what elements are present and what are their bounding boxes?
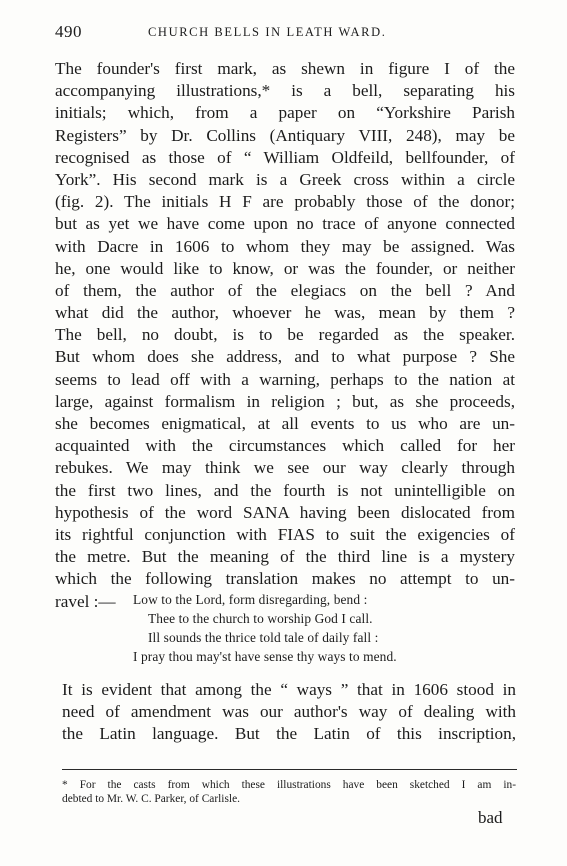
catchword: bad (478, 808, 503, 827)
verse-line: Ill sounds the thrice told tale of daily fall : (148, 630, 379, 645)
text-line: need of amendment was our author's way of dealing with (62, 702, 516, 722)
running-head: CHURCH BELLS IN LEATH WARD. (148, 25, 387, 39)
text-line: Registers” by Dr. Collins (Antiquary VIII, 248), may be (55, 125, 515, 145)
text-line: initials; which, from a paper on “Yorkshire Parish (55, 103, 515, 123)
footnote-line: debted to Mr. W. C. Parker, of Carlisle. (62, 793, 240, 805)
text-line: (fig. 2). The initials H F are probably those of the donor; (55, 192, 515, 212)
text-line: the Latin language. But the Latin of this inscription, (62, 724, 516, 744)
text-line: large, against formalism in religion ; but, as she proceeds, (55, 391, 515, 411)
text-line: seems to lead off with a warning, perhaps to the nation at (55, 369, 515, 389)
verse-line: Low to the Lord, form disregarding, bend : (133, 592, 368, 607)
paragraph-continued (62, 679, 516, 746)
page-number: 490 (55, 22, 82, 41)
text-line: rebukes. We may think we see our way clearly through (55, 458, 515, 478)
paragraph-main (55, 58, 515, 613)
text-line: The bell, no doubt, is to be regarded as the speaker. (55, 325, 515, 345)
text-line: she becomes enigmatical, at all events to us who are un- (55, 414, 515, 433)
text-line: The founder's first mark, as shewn in figure I of the (55, 59, 515, 78)
verse-line: I pray thou may'st have sense thy ways to mend. (133, 649, 397, 664)
text-line: its rightful conjunction with FIAS to suit the exigencies of (55, 524, 515, 544)
text-line: the first two lines, and the fourth is not unintelligible on (55, 480, 515, 500)
text-line: It is evident that among the “ ways ” that in 1606 stood in (62, 680, 516, 699)
text-line: acquainted with the circumstances which called for her (55, 436, 515, 456)
page-header (55, 22, 527, 46)
text-line: hypothesis of the word SANA having been dislocated from (55, 502, 515, 522)
verse-line: Thee to the church to worship God I call. (148, 611, 373, 626)
footnote-rule (62, 769, 517, 770)
text-line: the metre. But the meaning of the third line is a mystery (55, 547, 515, 567)
text-line: York”. His second mark is a Greek cross within a circle (55, 169, 515, 189)
text-line: but as yet we have come upon no trace of anyone connected (55, 214, 515, 234)
text-line: But whom does she address, and to what purpose ? She (55, 347, 515, 367)
text-line: which the following translation makes no attempt to un- (55, 569, 515, 589)
footnote-line: * For the casts from which these illustrations have been sketched I am in- (62, 779, 516, 791)
text-line: he, one would like to know, or was the founder, or neither (55, 258, 515, 278)
text-line: of them, the author of the elegiacs on the bell ? And (55, 280, 515, 300)
text-line: ravel :— (55, 591, 116, 611)
footnote (62, 778, 516, 806)
text-line: recognised as those of “ William Oldfeild, bellfounder, of (55, 147, 515, 167)
text-line: accompanying illustrations,* is a bell, separating his (55, 81, 515, 101)
text-line: what did the author, whoever he was, mean by them ? (55, 303, 515, 323)
text-line: with Dacre in 1606 to whom they may be assigned. Was (55, 236, 515, 256)
